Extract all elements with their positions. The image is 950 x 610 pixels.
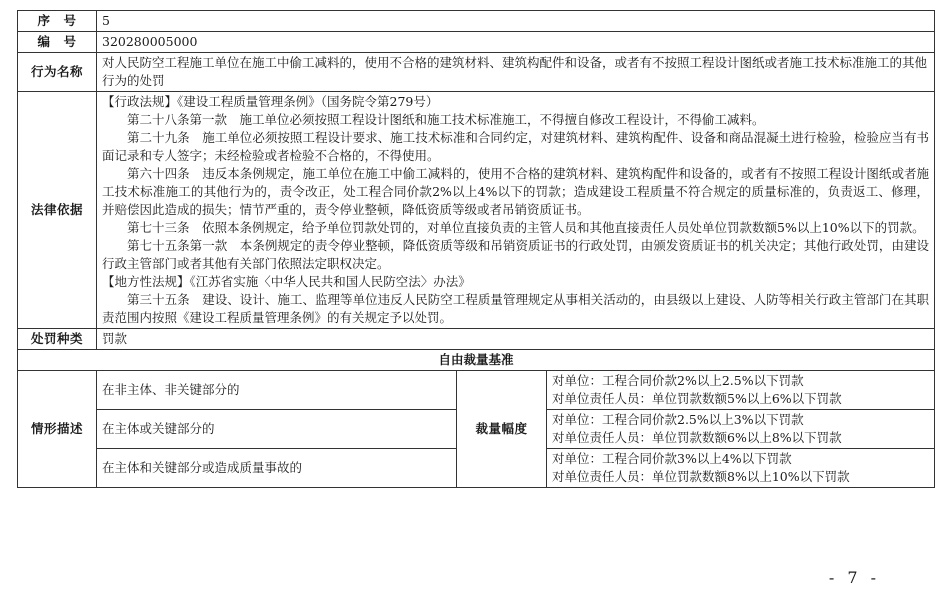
range-item (547, 449, 935, 488)
row-legal (18, 92, 935, 329)
row-seq (18, 11, 935, 32)
range-person: 对单位责任人员：单位罚款数额5%以上6%以下罚款 (552, 391, 842, 406)
page-number: - 7 - (828, 568, 880, 587)
article-35: 第三十五条 建设、设计、施工、监理等单位违反人民防空工程质量管理规定从事相关活动的，由县级以上建设、人防等相关行政主管部门在其职责范围内按照《建设工程质量管理条例》的有关规定予以处罚。 (102, 292, 930, 325)
regulation-title: 【行政法规】《建设工程质量管理条例》（国务院令第279号） (102, 94, 439, 109)
range-person: 对单位责任人员：单位罚款数额8%以上10%以下罚款 (552, 469, 850, 484)
local-regulation-title: 【地方性法规】《江苏省实施〈中华人民共和国人民防空法〉办法》 (102, 274, 471, 289)
discretion-row (18, 371, 935, 410)
article-28: 第二十八条第一款 施工单位必须按照工程设计图纸和施工技术标准施工，不得擅自修改工程设计，不得偷工减料。 (127, 112, 765, 127)
seq-value: 5 (97, 11, 935, 32)
row-section-title (18, 350, 935, 371)
range-person: 对单位责任人员：单位罚款数额6%以上8%以下罚款 (552, 430, 842, 445)
range-item (547, 410, 935, 449)
article-29: 第二十九条 施工单位必须按照工程设计要求、施工技术标准和合同约定，对建筑材料、建筑构配件、设备和商品混凝土进行检验，检验应当有书面记录和专人签字；未经检验或者检验不合格的，不得使用。 (102, 130, 930, 163)
article-73: 第七十三条 依照本条例规定，给予单位罚款处罚的，对单位直接负责的主管人员和其他直接责任人员处单位罚款数额5%以上10%以下的罚款。 (127, 220, 925, 235)
situation-label: 情形描述 (18, 371, 97, 488)
range-label: 裁量幅度 (457, 371, 547, 488)
penalty-value: 罚款 (97, 329, 935, 350)
row-behavior (18, 53, 935, 92)
behavior-value: 对人民防空工程施工单位在施工中偷工减料的，使用不合格的建筑材料、建筑构配件和设备，或者有不按照工程设计图纸或者施工技术标准施工的其他行为的处罚 (97, 53, 935, 92)
penalty-label: 处罚种类 (18, 329, 97, 350)
range-unit: 对单位：工程合同价款2.5%以上3%以下罚款 (552, 412, 804, 427)
range-unit: 对单位：工程合同价款2%以上2.5%以下罚款 (552, 373, 804, 388)
seq-label: 序 号 (18, 11, 97, 32)
situation-item: 在主体和关键部分或造成质量事故的 (97, 449, 457, 488)
legal-basis-text (97, 92, 935, 329)
row-penalty (18, 329, 935, 350)
code-value: 320280005000 (97, 32, 935, 53)
row-code (18, 32, 935, 53)
range-item (547, 371, 935, 410)
range-unit: 对单位：工程合同价款3%以上4%以下罚款 (552, 451, 792, 466)
behavior-label: 行为名称 (18, 53, 97, 92)
section-title: 自由裁量基准 (18, 350, 935, 371)
situation-item: 在非主体、非关键部分的 (97, 371, 457, 410)
legal-label: 法律依据 (18, 92, 97, 329)
article-75: 第七十五条第一款 本条例规定的责令停业整顿，降低资质等级和吊销资质证书的行政处罚，由颁发资质证书的机关决定；其他行政处罚，由建设行政主管部门或者其他有关部门依照法定职权决定。 (102, 238, 930, 271)
penalty-standard-table (17, 10, 935, 488)
article-64: 第六十四条 违反本条例规定，施工单位在施工中偷工减料的，使用不合格的建筑材料、建筑构配件和设备的，或者有不按照工程设计图纸或者施工技术标准施工的其他行为的，责令改正，处工程合同价款2%以上4%以下的罚款；造成建设工程质量不符合规定的质量标准的，负责返工、修理，并赔偿因此造成的损失；情节严重的，责令停业整顿，降低资质等级或者吊销资质证书。 (102, 166, 930, 217)
situation-item: 在主体或关键部分的 (97, 410, 457, 449)
code-label: 编 号 (18, 32, 97, 53)
